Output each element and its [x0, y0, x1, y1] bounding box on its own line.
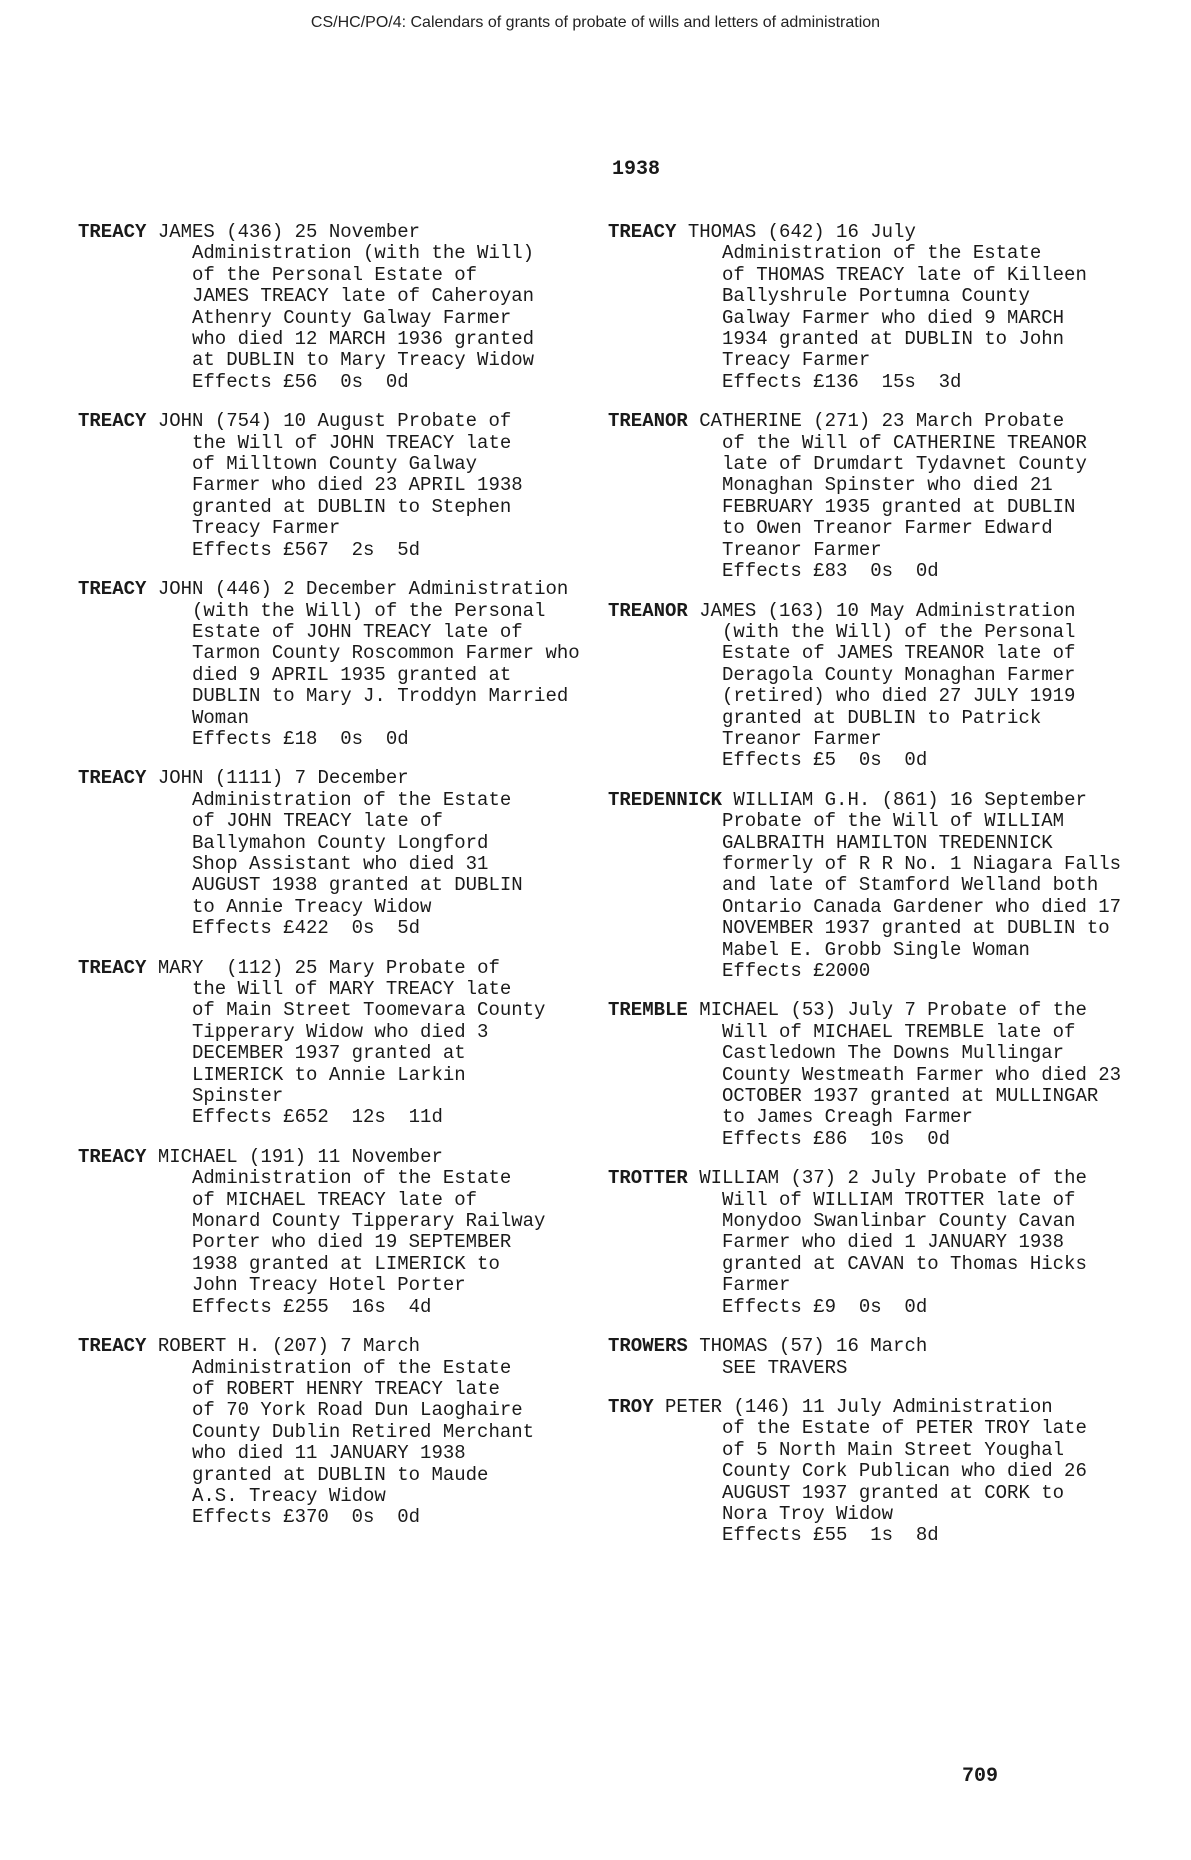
- entry-line: Galway Farmer who died 9 MARCH: [722, 306, 1065, 329]
- entry-line: of the Personal Estate of: [192, 263, 478, 286]
- entry-heading-text: JOHN (754) 10 August Probate of: [146, 410, 512, 433]
- entry-line: Monydoo Swanlinbar County Cavan: [722, 1210, 1076, 1233]
- entry-line: Athenry County Galway Farmer: [192, 306, 512, 329]
- entry-line: Deragola County Monaghan Farmer: [722, 663, 1076, 686]
- entry-line: (with the Will) of the Personal: [722, 620, 1076, 643]
- entry-line: of 5 North Main Street Youghal: [722, 1438, 1065, 1461]
- left-column: [78, 222, 638, 1547]
- calendar-entry: [608, 1336, 1178, 1379]
- entry-line: FEBRUARY 1935 granted at DUBLIN: [722, 495, 1076, 518]
- entry-line: the Will of MARY TREACY late: [192, 978, 512, 1000]
- entry-line: of Milltown County Galway: [192, 453, 478, 476]
- entry-line: Administration of the Estate: [192, 788, 512, 811]
- entry-line: the Will of JOHN TREACY late: [192, 431, 512, 454]
- entry-line: of JOHN TREACY late of: [192, 810, 443, 833]
- entry-line: Effects £370 0s 0d: [192, 1506, 421, 1529]
- entry-line: Tarmon County Roscommon Farmer who: [192, 642, 580, 665]
- entry-line: AUGUST 1938 granted at DUBLIN: [192, 874, 523, 897]
- entry-line: Farmer who died 1 JANUARY 1938: [722, 1231, 1065, 1254]
- entry-line: to Owen Treanor Farmer Edward: [722, 517, 1053, 540]
- entry-line: Effects £18 0s 0d: [192, 727, 409, 750]
- entry-line: Effects £86 10s 0d: [722, 1127, 951, 1150]
- entry-heading: [78, 1336, 638, 1357]
- entry-line: 1934 granted at DUBLIN to John: [722, 328, 1065, 351]
- entry-line: 1938 granted at LIMERICK to: [192, 1252, 500, 1275]
- calendar-entry: [608, 1168, 1178, 1318]
- entry-line: of the Estate of PETER TROY late: [722, 1417, 1087, 1440]
- entry-line: of Main Street Toomevara County: [192, 999, 546, 1022]
- entry-line: Effects £9 0s 0d: [722, 1295, 928, 1318]
- entry-line: AUGUST 1937 granted at CORK to: [722, 1481, 1065, 1504]
- entry-surname: TREACY: [78, 1145, 147, 1168]
- entry-heading-text: ROBERT H. (207) 7 March: [146, 1335, 421, 1358]
- entry-line: A.S. Treacy Widow: [192, 1484, 386, 1507]
- entry-surname: TROY: [608, 1395, 654, 1418]
- entry-heading-text: JAMES (163) 10 May Administration: [687, 599, 1076, 622]
- entry-heading: [78, 1147, 638, 1168]
- calendar-entry: [78, 222, 638, 393]
- entry-line: and late of Stamford Welland both: [722, 874, 1099, 897]
- entry-line: SEE TRAVERS: [722, 1356, 848, 1379]
- entry-surname: TREDENNICK: [608, 788, 723, 811]
- entry-line: formerly of R R No. 1 Niagara Falls: [722, 852, 1122, 875]
- entry-line: Effects £55 1s 8d: [722, 1524, 939, 1547]
- calendar-entry: [608, 1397, 1178, 1547]
- entry-line: John Treacy Hotel Porter: [192, 1274, 466, 1297]
- document-title: CS/HC/PO/4: Calendars of grants of probate of wills and letters of administration: [310, 14, 881, 31]
- entry-line: DUBLIN to Mary J. Troddyn Married: [192, 685, 569, 708]
- entry-heading-text: MICHAEL (191) 11 November: [146, 1145, 443, 1168]
- entry-surname: TREACY: [78, 221, 147, 243]
- entry-line: Woman: [192, 706, 250, 729]
- entry-line: Ontario Canada Gardener who died 17: [722, 895, 1122, 918]
- entry-line: Tipperary Widow who died 3: [192, 1020, 489, 1043]
- entry-surname: TREACY: [78, 767, 147, 790]
- entry-line: of the Will of CATHERINE TREANOR: [722, 431, 1087, 454]
- entry-line: Effects £83 0s 0d: [722, 560, 939, 583]
- entry-line: Probate of the Will of WILLIAM: [722, 810, 1065, 833]
- entry-line: NOVEMBER 1937 granted at DUBLIN to: [722, 917, 1110, 940]
- entry-heading-text: CATHERINE (271) 23 March Probate: [687, 410, 1065, 433]
- entry-line: of MICHAEL TREACY late of: [192, 1188, 478, 1211]
- entry-line: granted at DUBLIN to Stephen: [192, 495, 512, 518]
- entry-line: Treacy Farmer: [192, 517, 341, 540]
- entry-heading: [78, 411, 638, 432]
- entry-line: Ballyshrule Portumna County: [722, 285, 1030, 308]
- entry-heading-text: WILLIAM G.H. (861) 16 September: [722, 788, 1087, 811]
- page-number: 709: [962, 1765, 999, 1788]
- entry-line: Ballymahon County Longford: [192, 831, 489, 854]
- entry-line: of 70 York Road Dun Laoghaire: [192, 1399, 523, 1422]
- entry-surname: TREANOR: [608, 599, 688, 622]
- entry-heading-text: WILLIAM (37) 2 July Probate of the: [687, 1167, 1087, 1190]
- entry-line: JAMES TREACY late of Caheroyan: [192, 285, 535, 308]
- entry-line: Shop Assistant who died 31: [192, 852, 489, 875]
- entry-line: (retired) who died 27 JULY 1919: [722, 685, 1076, 708]
- entry-heading-text: MICHAEL (53) July 7 Probate of the: [687, 999, 1087, 1022]
- entry-line: late of Drumdart Tydavnet County: [722, 453, 1087, 476]
- calendar-entry: [608, 222, 1178, 393]
- entry-line: Effects £652 12s 11d: [192, 1106, 443, 1129]
- calendar-entry: [78, 768, 638, 939]
- entry-line: Effects £255 16s 4d: [192, 1295, 432, 1318]
- entry-line: granted at DUBLIN to Maude: [192, 1463, 489, 1486]
- entry-surname: TREMBLE: [608, 999, 688, 1022]
- calendar-entry: [78, 579, 638, 750]
- entry-line: to Annie Treacy Widow: [192, 895, 432, 918]
- entry-line: OCTOBER 1937 granted at MULLINGAR: [722, 1085, 1099, 1108]
- entry-line: died 9 APRIL 1935 granted at: [192, 663, 512, 686]
- entry-line: who died 12 MARCH 1936 granted: [192, 328, 535, 351]
- entry-surname: TREANOR: [608, 410, 688, 433]
- entry-line: Farmer who died 23 APRIL 1938: [192, 474, 523, 497]
- entry-line: Administration (with the Will): [192, 242, 535, 265]
- entry-line: Administration of the Estate: [192, 1167, 512, 1190]
- entry-heading: [608, 1397, 1178, 1418]
- entry-heading: [78, 222, 638, 243]
- entry-line: of ROBERT HENRY TREACY late: [192, 1377, 500, 1400]
- entry-line: Treacy Farmer: [722, 349, 871, 372]
- entry-line: Effects £5 0s 0d: [722, 749, 928, 772]
- entry-surname: TREACY: [78, 410, 147, 433]
- entry-line: LIMERICK to Annie Larkin: [192, 1063, 466, 1086]
- entry-line: Estate of JAMES TREANOR late of: [722, 642, 1076, 665]
- calendar-entry: [608, 1000, 1178, 1150]
- entry-line: Nora Troy Widow: [722, 1502, 894, 1525]
- entry-surname: TREACY: [78, 578, 147, 601]
- entry-line: Effects £2000: [722, 960, 871, 982]
- entry-line: GALBRAITH HAMILTON TREDENNICK: [722, 831, 1053, 854]
- entry-heading-text: THOMAS (642) 16 July: [676, 221, 916, 243]
- entry-line: Will of WILLIAM TROTTER late of: [722, 1188, 1076, 1211]
- entry-heading-text: JOHN (1111) 7 December: [146, 767, 409, 790]
- entry-heading-text: THOMAS (57) 16 March: [687, 1335, 928, 1358]
- entry-line: Spinster: [192, 1085, 284, 1108]
- entry-heading: [78, 579, 638, 600]
- entry-line: County Dublin Retired Merchant: [192, 1420, 535, 1443]
- entry-line: Castledown The Downs Mullingar: [722, 1042, 1065, 1065]
- entry-line: of THOMAS TREACY late of Killeen: [722, 263, 1087, 286]
- entry-heading-text: PETER (146) 11 July Administration: [653, 1395, 1053, 1418]
- entry-line: Mabel E. Grobb Single Woman: [722, 938, 1030, 961]
- entry-heading-text: MARY (112) 25 Mary Probate of: [146, 956, 500, 979]
- entry-surname: TREACY: [78, 956, 147, 979]
- entry-line: Administration of the Estate: [192, 1356, 512, 1379]
- entry-line: Farmer: [722, 1274, 791, 1297]
- entry-line: Monaghan Spinster who died 21: [722, 474, 1053, 497]
- entry-line: Effects £136 15s 3d: [722, 370, 962, 393]
- entry-line: Will of MICHAEL TREMBLE late of: [722, 1020, 1076, 1043]
- entry-line: Administration of the Estate: [722, 242, 1042, 265]
- entry-heading: [608, 1336, 1178, 1357]
- entry-line: Effects £422 0s 5d: [192, 917, 421, 940]
- entry-surname: TREACY: [78, 1335, 147, 1358]
- entry-line: Treanor Farmer: [722, 538, 882, 561]
- entry-line: Effects £567 2s 5d: [192, 538, 421, 561]
- entry-line: DECEMBER 1937 granted at: [192, 1042, 466, 1065]
- entry-heading: [608, 1000, 1178, 1021]
- entry-line: County Cork Publican who died 26: [722, 1460, 1087, 1483]
- calendar-entry: [608, 601, 1178, 772]
- right-column: [608, 222, 1178, 1565]
- calendar-entry: [78, 1147, 638, 1318]
- calendar-entry: [78, 1336, 638, 1529]
- entry-line: Treanor Farmer: [722, 727, 882, 750]
- entry-line: Monard County Tipperary Railway: [192, 1210, 546, 1233]
- entry-heading: [78, 768, 638, 789]
- entry-heading: [78, 958, 638, 979]
- calendar-entry: [608, 790, 1178, 983]
- entry-line: Estate of JOHN TREACY late of: [192, 620, 523, 643]
- entry-line: County Westmeath Farmer who died 23: [722, 1063, 1122, 1086]
- entry-line: to James Creagh Farmer: [722, 1106, 973, 1129]
- entry-heading-text: JAMES (436) 25 November: [146, 221, 421, 243]
- entry-surname: TROWERS: [608, 1335, 688, 1358]
- entry-line: (with the Will) of the Personal: [192, 599, 546, 622]
- calendar-entry: [608, 411, 1178, 582]
- entry-line: granted at DUBLIN to Patrick: [722, 706, 1042, 729]
- entry-line: Porter who died 19 SEPTEMBER: [192, 1231, 512, 1254]
- year-heading: 1938: [612, 158, 661, 181]
- entry-heading: [608, 601, 1178, 622]
- entry-heading: [608, 222, 1178, 243]
- entry-line: granted at CAVAN to Thomas Hicks: [722, 1252, 1087, 1275]
- calendar-entry: [78, 958, 638, 1129]
- entry-line: at DUBLIN to Mary Treacy Widow: [192, 349, 535, 372]
- entry-line: Effects £56 0s 0d: [192, 370, 409, 393]
- entry-surname: TROTTER: [608, 1167, 688, 1190]
- calendar-entry: [78, 411, 638, 561]
- entry-surname: TREACY: [608, 221, 677, 243]
- entry-heading: [608, 790, 1178, 811]
- entry-heading-text: JOHN (446) 2 December Administration: [146, 578, 569, 601]
- entry-heading: [608, 1168, 1178, 1189]
- entry-heading: [608, 411, 1178, 432]
- entry-line: who died 11 JANUARY 1938: [192, 1442, 466, 1465]
